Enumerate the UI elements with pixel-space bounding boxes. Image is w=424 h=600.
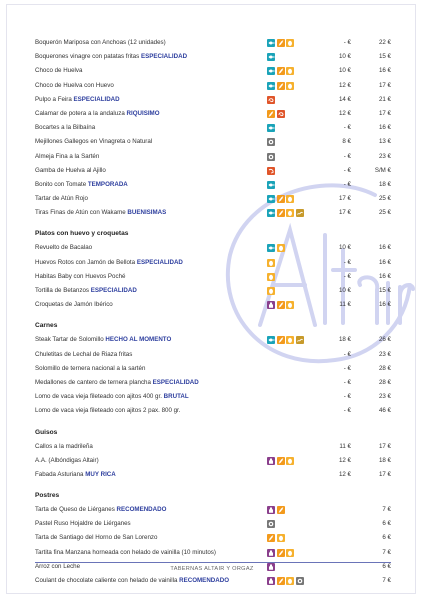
- menu-item-name: [35, 107, 160, 121]
- dish-name: Boquerones vinagre con patatas fritas: [35, 53, 140, 61]
- menu-item: [35, 164, 391, 178]
- dish-name: Tortilla de Betanzos: [35, 287, 89, 294]
- portion-price: 17 €: [378, 109, 391, 117]
- half-portion-price: - €: [343, 364, 351, 372]
- dish-name: Solomillo de ternera nacional a la sartén: [35, 364, 146, 372]
- section-heading: Platos con huevo y croquetas: [35, 230, 129, 238]
- menu-item-name: [35, 503, 166, 517]
- egg-icon: [267, 259, 275, 267]
- portion-price: 6 €: [382, 520, 391, 528]
- menu-item-name: [35, 440, 93, 454]
- portion-price: 28 €: [378, 378, 391, 386]
- fish-icon: [267, 336, 275, 344]
- menu-item-name: [35, 36, 166, 50]
- dish-name: Tiras Finas de Atún con Wakame: [35, 209, 126, 217]
- menu-item-name: [35, 93, 120, 107]
- grey-icon: [267, 520, 275, 528]
- menu-item: [35, 241, 391, 255]
- menu-item-name: [35, 404, 181, 418]
- dish-name: Bocartes a la Bilbaína: [35, 124, 96, 132]
- dish-name: Lomo de vaca vieja fileteado con ajitos 400 gr.: [35, 393, 162, 401]
- menu-item-name: [35, 376, 199, 390]
- dish-tag: ESPECIALIDAD: [73, 95, 120, 103]
- dish-tag: TEMPORADA: [87, 180, 128, 188]
- egg-icon: [277, 534, 285, 542]
- egg-icon: [286, 577, 294, 585]
- portion-price: 18 €: [378, 456, 391, 464]
- section-heading: Guisos: [35, 428, 58, 436]
- menu-item: [35, 150, 391, 164]
- half-portion-price: - €: [343, 166, 351, 174]
- section-heading: Postres: [35, 492, 60, 500]
- gluten-icon: [277, 577, 285, 585]
- dish-name: Mejillones Gallegos en Vinagreta o Natural: [35, 138, 153, 146]
- menu-item: [35, 256, 391, 270]
- allergen-icons: [267, 209, 304, 217]
- portion-price: 17 €: [378, 442, 391, 450]
- allergen-icons: [267, 124, 275, 132]
- dish-name: Calamar de potera a la andaluza: [35, 109, 125, 117]
- allergen-icons: [267, 534, 285, 542]
- fish-icon: [267, 244, 275, 252]
- half-portion-price: 10 €: [338, 287, 351, 294]
- milk-icon: [267, 549, 275, 557]
- allergen-icons: [267, 110, 285, 118]
- mustard-icon: [296, 209, 304, 217]
- menu-item-name: [35, 150, 99, 164]
- dish-name: Fabada Asturiana: [35, 470, 84, 478]
- menu-item: [35, 376, 391, 390]
- half-portion-price: 10 €: [338, 53, 351, 61]
- dish-name: Revuelto de Bacalao: [35, 244, 93, 252]
- dish-name: Lomo de vaca vieja fileteado con ajitos 2 pax. 800 gr.: [35, 407, 181, 415]
- allergen-icons: [267, 39, 294, 47]
- dish-name: Almeja Fina a la Sartén: [35, 152, 100, 160]
- dish-name: Tartita fina Manzana horneada con helado de vainilla (10 minutos): [35, 548, 216, 556]
- dish-name: Bonito con Tomate: [35, 180, 87, 188]
- egg-icon: [286, 301, 294, 309]
- menu-item: [35, 546, 391, 560]
- portion-price: 15 €: [378, 287, 391, 294]
- egg-icon: [286, 67, 294, 75]
- half-portion-price: 11 €: [339, 442, 351, 450]
- dish-tag: RIQUISIMO: [126, 109, 160, 117]
- portion-price: 17 €: [378, 81, 391, 89]
- dish-tag: ESPECIALIDAD: [136, 258, 183, 266]
- menu-item-name: [35, 546, 216, 560]
- half-portion-price: - €: [343, 407, 351, 415]
- menu-item: [35, 298, 391, 312]
- half-portion-price: 11 €: [339, 301, 351, 309]
- grey-icon: [267, 138, 275, 146]
- fish-icon: [267, 195, 275, 203]
- allergen-icons: [267, 96, 275, 104]
- menu-item: [35, 390, 391, 404]
- fish-icon: [267, 53, 275, 61]
- portion-price: 21 €: [378, 95, 391, 103]
- portion-price: 17 €: [378, 470, 391, 478]
- menu-item: [35, 348, 391, 362]
- portion-price: 25 €: [378, 195, 391, 203]
- portion-price: 23 €: [378, 152, 391, 160]
- egg-icon: [286, 209, 294, 217]
- half-portion-price: - €: [343, 152, 351, 160]
- allergen-icons: [267, 273, 275, 281]
- gluten-icon: [277, 506, 285, 514]
- dish-name: Choco de Huelva: [35, 67, 83, 75]
- half-portion-price: 12 €: [338, 81, 351, 89]
- portion-price: 26 €: [378, 336, 391, 344]
- allergen-icons: [267, 520, 275, 528]
- menu-item-name: [35, 178, 128, 192]
- gluten-icon: [277, 209, 285, 217]
- gluten-icon: [277, 457, 285, 465]
- gluten-icon: [277, 67, 285, 75]
- dish-name: Arroz con Leche: [35, 562, 81, 570]
- allergen-icons: [267, 167, 275, 175]
- menu-item: [35, 135, 391, 149]
- menu-item-name: [35, 284, 137, 298]
- portion-price: 23 €: [378, 393, 391, 401]
- half-portion-price: 18 €: [338, 336, 351, 344]
- portion-price: 46 €: [378, 407, 391, 415]
- dish-tag: RECOMENDADO: [179, 577, 230, 584]
- half-portion-price: - €: [343, 272, 351, 280]
- gluten-icon: [277, 82, 285, 90]
- egg-icon: [286, 195, 294, 203]
- gluten-icon: [277, 336, 285, 344]
- portion-price: S/M €: [374, 166, 391, 174]
- milk-icon: [267, 301, 275, 309]
- dish-name: Gamba de Huelva al Ajillo: [35, 166, 106, 174]
- allergen-icons: [267, 301, 294, 309]
- half-portion-price: 12 €: [338, 109, 351, 117]
- portion-price: 7 €: [382, 506, 391, 514]
- menu-content: [35, 36, 391, 588]
- half-portion-price: - €: [343, 180, 351, 188]
- crustacean-icon: [267, 167, 275, 175]
- menu-item: [35, 50, 391, 64]
- menu-item-name: [35, 64, 82, 78]
- egg-icon: [286, 39, 294, 47]
- portion-price: 25 €: [378, 209, 391, 217]
- footer-divider: [35, 562, 391, 563]
- portion-price: 6 €: [382, 562, 391, 570]
- half-portion-price: 12 €: [338, 470, 351, 478]
- allergen-icons: [267, 506, 285, 514]
- portion-price: 28 €: [378, 364, 391, 372]
- portion-price: 7 €: [382, 577, 391, 584]
- dish-name: Chuletitas de Lechal de Riaza fritas: [35, 350, 133, 358]
- gluten-icon: [277, 195, 285, 203]
- menu-item-name: [35, 468, 116, 482]
- half-portion-price: - €: [343, 39, 351, 46]
- menu-item-name: [35, 50, 187, 64]
- mollusc-icon: [267, 96, 275, 104]
- menu-item: [35, 36, 391, 50]
- menu-item: [35, 531, 391, 545]
- menu-item-name: [35, 256, 183, 270]
- gluten-icon: [267, 110, 275, 118]
- portion-price: 18 €: [378, 180, 391, 188]
- half-portion-price: 17 €: [338, 195, 351, 203]
- egg-icon: [267, 287, 275, 295]
- dish-tag: ESPECIALIDAD: [152, 378, 199, 386]
- portion-price: 7 €: [382, 548, 391, 556]
- menu-item-name: [35, 454, 99, 468]
- menu-item: [35, 192, 391, 206]
- footer-text: TABERNAS ALTAIR Y ORGAZ: [170, 566, 254, 572]
- milk-icon: [267, 457, 275, 465]
- allergen-icons: [267, 138, 275, 146]
- half-portion-price: - €: [343, 124, 351, 132]
- portion-price: 22 €: [378, 39, 391, 46]
- half-portion-price: - €: [343, 393, 351, 401]
- dish-tag: RECOMENDADO: [116, 506, 167, 514]
- egg-icon: [286, 82, 294, 90]
- dish-name: Coulant de chocolate caliente con helado de vainilla: [35, 577, 178, 584]
- menu-item: [35, 404, 391, 418]
- dish-name: Choco de Huelva con Huevo: [35, 81, 114, 89]
- grey-icon: [296, 577, 304, 585]
- menu-item-name: [35, 270, 125, 284]
- allergen-icons: [267, 244, 285, 252]
- fish-icon: [267, 181, 275, 189]
- portion-price: 16 €: [378, 301, 391, 309]
- half-portion-price: - €: [343, 378, 351, 386]
- fish-icon: [267, 209, 275, 217]
- dish-tag: MUY RICA: [85, 470, 116, 478]
- milk-icon: [267, 577, 275, 585]
- egg-icon: [286, 549, 294, 557]
- allergen-icons: [267, 336, 304, 344]
- menu-item-name: [35, 298, 113, 312]
- half-portion-price: 17 €: [338, 209, 351, 217]
- menu-item: [35, 284, 391, 298]
- menu-item: [35, 64, 391, 78]
- portion-price: 6 €: [382, 534, 391, 542]
- half-portion-price: 10 €: [338, 244, 351, 252]
- grey-icon: [267, 153, 275, 161]
- dish-tag: BRUTAL: [163, 393, 189, 401]
- menu-item-name: [35, 135, 152, 149]
- portion-price: 23 €: [378, 350, 391, 358]
- egg-icon: [277, 244, 285, 252]
- menu-item-name: [35, 241, 92, 255]
- allergen-icons: [267, 287, 275, 295]
- menu-item: [35, 333, 391, 347]
- dish-name: Boquerón Mariposa con Anchoas (12 unidades): [35, 39, 166, 46]
- menu-item-name: [35, 333, 171, 347]
- dish-name: Pulpo a Feira: [35, 95, 72, 103]
- half-portion-price: - €: [343, 350, 351, 358]
- portion-price: 13 €: [378, 138, 391, 146]
- menu-item-name: [35, 362, 145, 376]
- dish-name: Tarta de Queso de Liérganes: [35, 506, 115, 514]
- allergen-icons: [267, 195, 294, 203]
- fish-icon: [267, 67, 275, 75]
- menu-item-name: [35, 79, 114, 93]
- menu-item-name: [35, 390, 189, 404]
- fish-icon: [267, 124, 275, 132]
- menu-item: [35, 178, 391, 192]
- menu-item: [35, 270, 391, 284]
- menu-item: [35, 440, 391, 454]
- allergen-icons: [267, 67, 294, 75]
- menu-item: [35, 517, 391, 531]
- gluten-icon: [277, 549, 285, 557]
- menu-item: [35, 79, 391, 93]
- section-heading: Carnes: [35, 322, 58, 330]
- dish-tag: BUENISIMAS: [127, 209, 167, 217]
- dish-tag: HECHO AL MOMENTO: [105, 336, 172, 344]
- fish-icon: [267, 39, 275, 47]
- dish-name: Tartar de Atún Rojo: [35, 195, 88, 203]
- dish-name: A.A. (Albóndigas Altair): [35, 456, 99, 464]
- menu-item-name: [35, 517, 131, 531]
- gluten-icon: [277, 301, 285, 309]
- menu-item: [35, 107, 391, 121]
- menu-item-name: [35, 121, 95, 135]
- allergen-icons: [267, 181, 275, 189]
- portion-price: 16 €: [378, 124, 391, 132]
- menu-item-name: [35, 206, 166, 220]
- menu-item-name: [35, 574, 229, 588]
- menu-item: [35, 206, 391, 220]
- egg-icon: [286, 336, 294, 344]
- menu-item: [35, 468, 391, 482]
- fish-icon: [267, 82, 275, 90]
- mollusc-icon: [277, 110, 285, 118]
- allergen-icons: [267, 153, 275, 161]
- dish-name: Medallones de cantero de ternera plancha: [35, 378, 151, 386]
- menu-item-name: [35, 348, 132, 362]
- portion-price: 16 €: [378, 67, 391, 75]
- portion-price: 15 €: [378, 53, 391, 61]
- dish-name: Croquetas de Jamón Ibérico: [35, 301, 113, 309]
- menu-item: [35, 503, 391, 517]
- dish-name: Pastel Ruso Hojaldre de Liérganes: [35, 520, 131, 528]
- portion-price: 16 €: [378, 258, 391, 266]
- menu-item: [35, 362, 391, 376]
- gluten-icon: [277, 39, 285, 47]
- milk-icon: [267, 506, 275, 514]
- menu-item-name: [35, 164, 106, 178]
- allergen-icons: [267, 259, 275, 267]
- portion-price: 16 €: [378, 272, 391, 280]
- egg-icon: [267, 273, 275, 281]
- half-portion-price: 12 €: [338, 456, 351, 464]
- dish-name: Callos a la madrileña: [35, 442, 93, 450]
- half-portion-price: 14 €: [338, 95, 351, 103]
- dish-name: Habitas Baby con Huevos Poché: [35, 272, 126, 280]
- menu-item-name: [35, 192, 88, 206]
- allergen-icons: [267, 53, 275, 61]
- half-portion-price: - €: [343, 258, 351, 266]
- allergen-icons: [267, 82, 294, 90]
- menu-item: [35, 93, 391, 107]
- menu-item: [35, 121, 391, 135]
- gluten-icon: [267, 534, 275, 542]
- allergen-icons: [267, 457, 294, 465]
- half-portion-price: 8 €: [342, 138, 351, 146]
- portion-price: 16 €: [378, 244, 391, 252]
- dish-name: Steak Tartar de Solomillo: [35, 336, 104, 344]
- menu-item: [35, 454, 391, 468]
- egg-icon: [286, 457, 294, 465]
- mustard-icon: [296, 336, 304, 344]
- dish-tag: ESPECIALIDAD: [140, 53, 188, 61]
- dish-name: Tarta de Santiago del Horno de San Lorenzo: [35, 534, 158, 542]
- dish-name: Huevos Rotos con Jamón de Bellota: [35, 258, 136, 266]
- menu-item: [35, 574, 391, 588]
- half-portion-price: 10 €: [338, 67, 351, 75]
- allergen-icons: [267, 549, 294, 557]
- dish-tag: ESPECIALIDAD: [90, 287, 137, 294]
- allergen-icons: [267, 577, 304, 585]
- menu-item-name: [35, 531, 157, 545]
